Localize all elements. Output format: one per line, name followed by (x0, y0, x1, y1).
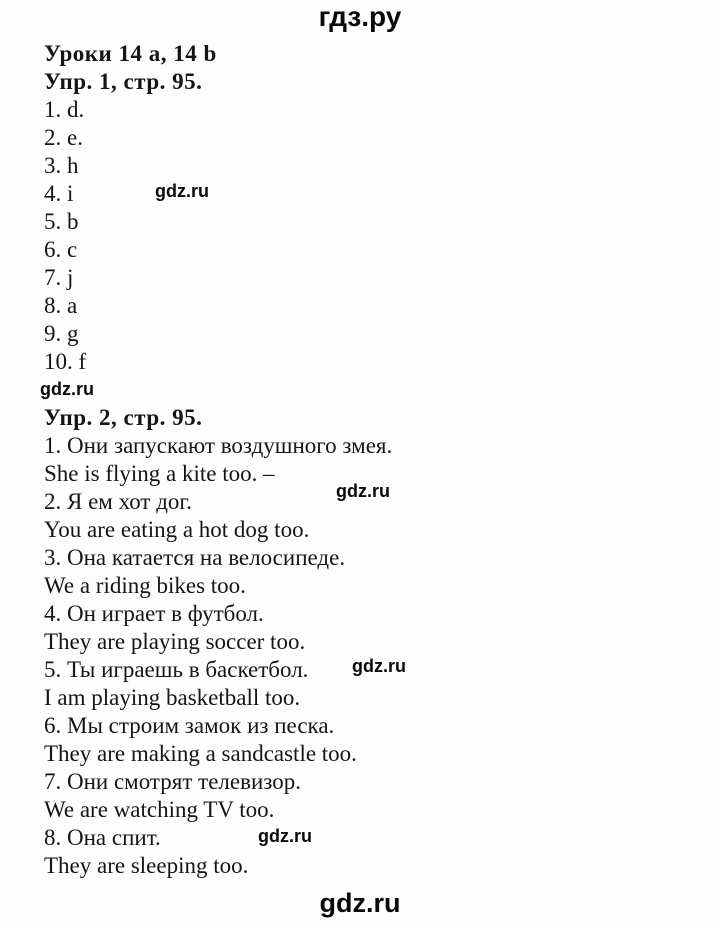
footer-gdz-watermark: gdz.ru (319, 888, 401, 918)
gdz-watermark: gdz.ru (352, 656, 406, 676)
exercise2-line: 6. Мы строим замок из песка. (44, 713, 335, 738)
exercise1-answer: 3. h (44, 153, 79, 178)
exercise1-answer: 9. g (44, 321, 79, 346)
exercise2-line: She is flying a kite too. – (44, 461, 275, 486)
gdz-watermark: gdz.ru (258, 826, 312, 846)
exercise2-line: We are watching TV too. (44, 797, 275, 822)
exercise2-line: 4. Он играет в футбол. (44, 601, 264, 626)
exercise1-answer: 8. a (44, 293, 78, 318)
exercise1-answer: 4. i (44, 181, 74, 206)
exercise2-line: I am playing basketball too. (44, 685, 301, 710)
lesson-title: Уроки 14 a, 14 b (44, 41, 217, 66)
exercise2-line: 8. Она спит. (44, 825, 161, 850)
exercise2-line: 5. Ты играешь в баскетбол. (44, 657, 309, 682)
exercise2-line: You are eating a hot dog too. (44, 517, 310, 542)
solution-text (40, 40, 393, 880)
gdz-watermark: gdz.ru (336, 481, 390, 501)
exercise2-line: They are playing soccer too. (44, 629, 306, 654)
exercise2-line: 2. Я ем хот дог. (44, 489, 193, 514)
exercise2-line: 3. Она катается на велосипеде. (44, 545, 346, 570)
exercise1-answer: 5. b (44, 209, 79, 234)
exercise2-line: They are making a sandcastle too. (44, 741, 357, 766)
exercise1-answer: 1. d. (44, 97, 85, 122)
exercise2-line: 1. Они запускают воздушного змея. (44, 433, 393, 458)
gdz-watermark: gdz.ru (40, 379, 94, 399)
exercise2-line: They are sleeping too. (44, 853, 249, 878)
exercise2-heading: Упр. 2, стр. 95. (44, 405, 203, 430)
exercise1-answer: 6. c (44, 237, 78, 262)
exercise1-answer: 10. f (44, 349, 87, 374)
exercise1-answer: 2. e. (44, 125, 83, 150)
exercise2-line: We a riding bikes too. (44, 573, 246, 598)
exercise2-line: 7. Они смотрят телевизор. (44, 769, 301, 794)
exercise1-heading: Упр. 1, стр. 95. (44, 69, 203, 94)
site-logo: гдз.ру (318, 1, 402, 32)
exercise1-answer: 7. j (44, 265, 74, 290)
gdz-watermark: gdz.ru (155, 181, 209, 201)
